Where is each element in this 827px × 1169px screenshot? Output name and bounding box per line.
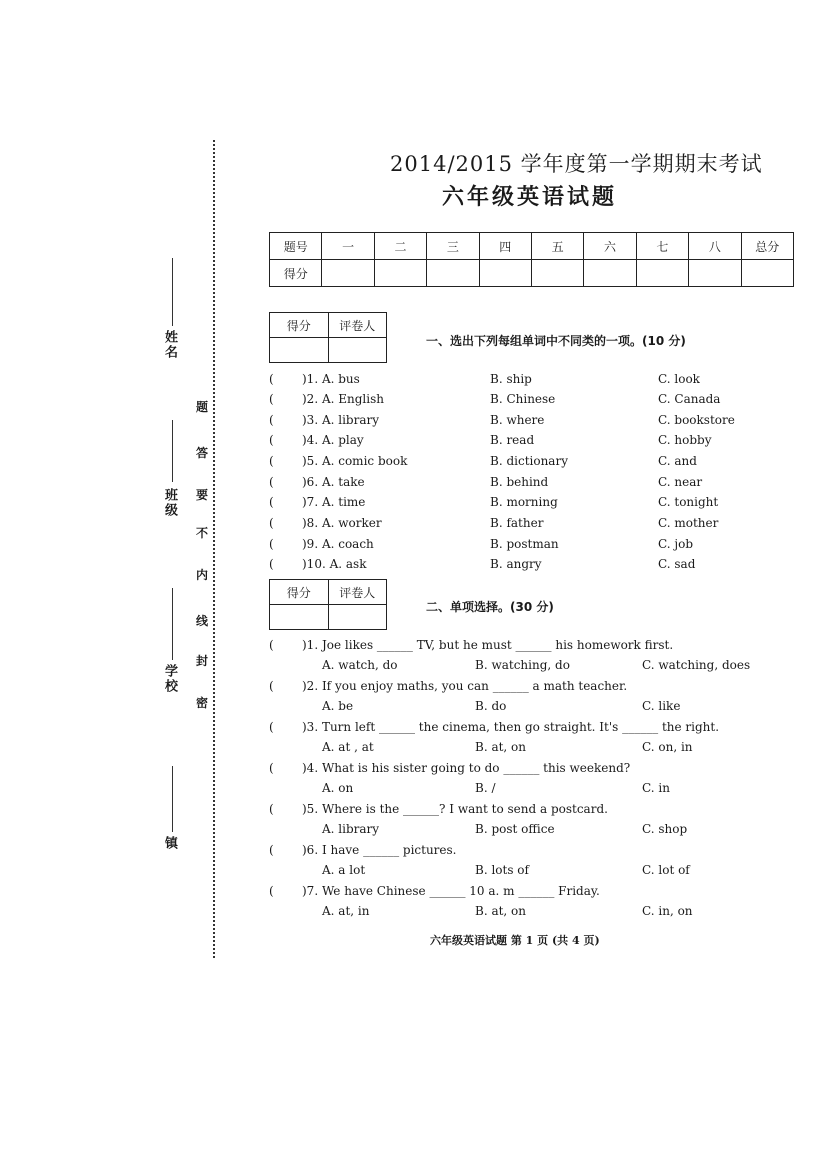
s2-question-stem: )5. Where is the ______? I want to send a postcard. [302, 802, 608, 816]
s2-option-b: B. at, on [475, 740, 527, 754]
seal-char: 不 [196, 526, 209, 540]
s2-option-a: A. watch, do [322, 658, 398, 672]
score-header-cell: 三 [427, 233, 479, 260]
s2-option-b: B. post office [475, 822, 555, 836]
s2-option-c: C. like [642, 699, 681, 713]
score-header-cell: 五 [531, 233, 583, 260]
score-header-cell: 七 [636, 233, 688, 260]
s2-paren[interactable]: ( [269, 720, 274, 734]
s2-paren[interactable]: ( [269, 761, 274, 775]
name-label: 姓名 [162, 330, 177, 360]
grader-name-label: 评卷人 [328, 580, 387, 605]
section1-title: 一、选出下列每组单词中不同类的一项。(10 分) [426, 334, 686, 348]
s1-option-a: )5. A. comic book [302, 454, 408, 468]
s1-option-b: B. behind [490, 475, 549, 489]
score-cell[interactable] [584, 260, 636, 287]
grader-name-cell[interactable] [328, 338, 387, 363]
seal-char: 线 [196, 614, 209, 628]
s1-option-b: B. postman [490, 537, 559, 551]
s1-option-b: B. dictionary [490, 454, 568, 468]
s1-paren[interactable]: ( [269, 433, 274, 447]
s1-option-a: )2. A. English [302, 392, 384, 406]
grader-score-cell[interactable] [270, 338, 329, 363]
s2-paren[interactable]: ( [269, 884, 274, 898]
s1-paren[interactable]: ( [269, 372, 274, 386]
score-header-cell: 题号 [270, 233, 322, 260]
s1-option-a: )3. A. library [302, 413, 380, 427]
s1-option-a: )8. A. worker [302, 516, 382, 530]
score-cell[interactable] [479, 260, 531, 287]
s1-option-b: B. where [490, 413, 545, 427]
s2-option-b: B. do [475, 699, 507, 713]
s2-option-a: A. on [322, 781, 354, 795]
name-line [172, 258, 173, 326]
s2-option-c: C. on, in [642, 740, 693, 754]
score-cell[interactable] [636, 260, 688, 287]
s1-option-b: B. morning [490, 495, 558, 509]
s2-option-c: C. watching, does [642, 658, 751, 672]
s1-option-b: B. read [490, 433, 535, 447]
s2-option-c: C. in, on [642, 904, 693, 918]
page-footer: 六年级英语试题 第 1 页 (共 4 页) [430, 934, 600, 947]
seal-char: 内 [196, 568, 209, 582]
score-cell[interactable] [374, 260, 426, 287]
seal-char: 题 [196, 400, 209, 414]
seal-char: 要 [196, 488, 209, 502]
s1-paren[interactable]: ( [269, 392, 274, 406]
binding-dotted-line [213, 140, 215, 958]
s2-option-b: B. watching, do [475, 658, 570, 672]
s2-option-c: C. in [642, 781, 670, 795]
section2-title: 二、单项选择。(30 分) [426, 600, 554, 614]
score-header-cell: 总分 [741, 233, 793, 260]
s1-option-c: C. job [658, 537, 694, 551]
grader-score-label: 得分 [270, 580, 329, 605]
seal-char: 密 [196, 696, 209, 710]
score-row-label: 得分 [270, 260, 322, 287]
town-label: 镇 [162, 836, 177, 851]
class-label: 班级 [162, 488, 177, 518]
s1-option-a: )1. A. bus [302, 372, 360, 386]
s2-question-stem: )4. What is his sister going to do ______ this weekend? [302, 761, 631, 775]
s1-paren[interactable]: ( [269, 537, 274, 551]
s1-option-b: B. father [490, 516, 544, 530]
s1-option-b: B. Chinese [490, 392, 556, 406]
s1-option-c: C. sad [658, 557, 696, 571]
score-cell[interactable] [689, 260, 741, 287]
s2-option-a: A. be [322, 699, 354, 713]
grader-score-label: 得分 [270, 313, 329, 338]
grader-name-label: 评卷人 [328, 313, 387, 338]
s1-option-b: B. ship [490, 372, 532, 386]
s1-option-b: B. angry [490, 557, 542, 571]
s1-paren[interactable]: ( [269, 495, 274, 509]
s1-option-a: )7. A. time [302, 495, 366, 509]
s1-option-a: )6. A. take [302, 475, 365, 489]
score-cell[interactable] [427, 260, 479, 287]
s1-paren[interactable]: ( [269, 475, 274, 489]
s2-option-c: C. lot of [642, 863, 690, 877]
s2-option-a: A. a lot [322, 863, 366, 877]
score-header-cell: 六 [584, 233, 636, 260]
s1-option-c: C. look [658, 372, 700, 386]
s2-paren[interactable]: ( [269, 802, 274, 816]
s2-question-stem: )3. Turn left ______ the cinema, then go straight. It's ______ the right. [302, 720, 720, 734]
s2-option-b: B. at, on [475, 904, 527, 918]
score-header-cell: 四 [479, 233, 531, 260]
exam-title: 2014/2015 学年度第一学期期末考试 [390, 152, 763, 176]
school-label: 学校 [162, 664, 177, 694]
s1-paren[interactable]: ( [269, 454, 274, 468]
seal-char: 封 [196, 654, 209, 668]
s2-paren[interactable]: ( [269, 638, 274, 652]
s2-option-a: A. at, in [322, 904, 370, 918]
s1-option-a: )9. A. coach [302, 537, 374, 551]
s1-option-c: C. hobby [658, 433, 712, 447]
s2-question-stem: )1. Joe likes ______ TV, but he must ______ his homework first. [302, 638, 674, 652]
grader-name-cell[interactable] [328, 605, 387, 630]
exam-subtitle: 六年级英语试题 [442, 185, 618, 210]
seal-char: 答 [196, 446, 209, 460]
score-cell[interactable] [322, 260, 374, 287]
s2-option-a: A. at , at [322, 740, 374, 754]
score-cell[interactable] [531, 260, 583, 287]
grader-box-1 [269, 312, 387, 363]
s1-option-c: C. tonight [658, 495, 719, 509]
s2-paren[interactable]: ( [269, 843, 274, 857]
score-header-cell: 一 [322, 233, 374, 260]
s1-option-a: )4. A. play [302, 433, 364, 447]
s2-question-stem: )6. I have ______ pictures. [302, 843, 457, 857]
s2-paren[interactable]: ( [269, 679, 274, 693]
s1-option-a: )10. A. ask [302, 557, 367, 571]
s1-paren[interactable]: ( [269, 557, 274, 571]
s1-paren[interactable]: ( [269, 413, 274, 427]
s1-option-c: C. bookstore [658, 413, 735, 427]
s2-option-c: C. shop [642, 822, 688, 836]
s2-question-stem: )2. If you enjoy maths, you can ______ a math teacher. [302, 679, 628, 693]
school-line [172, 588, 173, 660]
s1-option-c: C. near [658, 475, 703, 489]
score-table [269, 232, 794, 287]
s1-paren[interactable]: ( [269, 516, 274, 530]
s2-option-b: B. / [475, 781, 496, 795]
s1-option-c: C. mother [658, 516, 719, 530]
grader-box-2 [269, 579, 387, 630]
grader-score-cell[interactable] [270, 605, 329, 630]
s1-option-c: C. and [658, 454, 697, 468]
s1-option-c: C. Canada [658, 392, 721, 406]
s2-question-stem: )7. We have Chinese ______ 10 a. m ______ Friday. [302, 884, 600, 898]
class-line [172, 420, 173, 482]
s2-option-a: A. library [322, 822, 380, 836]
score-header-cell: 八 [689, 233, 741, 260]
s2-option-b: B. lots of [475, 863, 529, 877]
town-line [172, 766, 173, 832]
score-header-cell: 二 [374, 233, 426, 260]
score-cell[interactable] [741, 260, 793, 287]
